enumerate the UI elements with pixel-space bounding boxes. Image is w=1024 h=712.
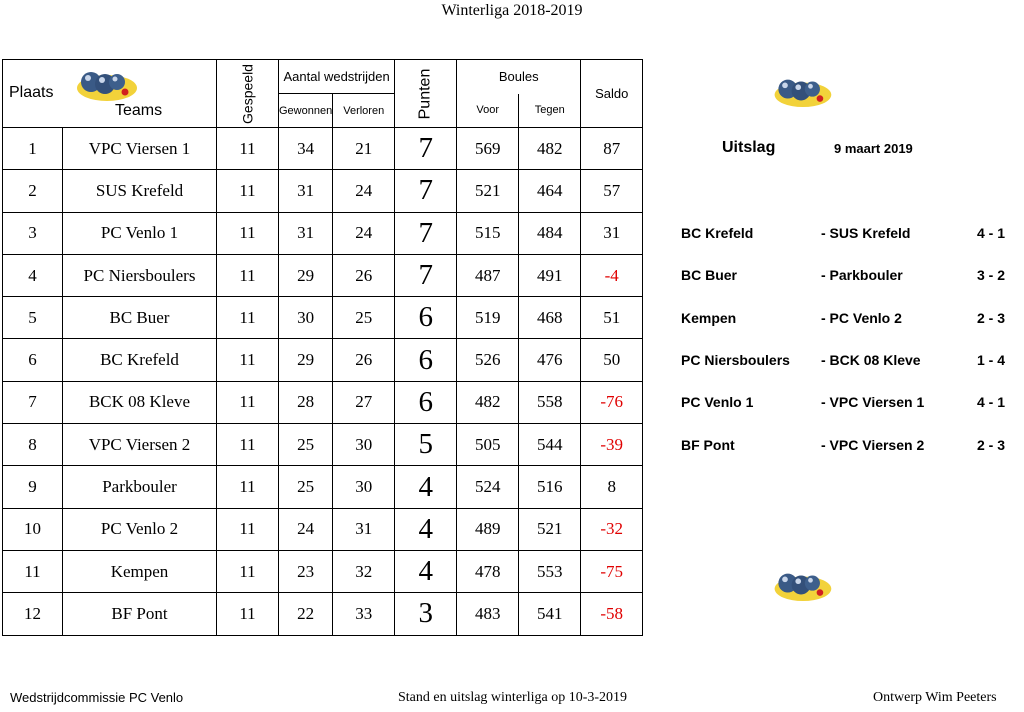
punten-cell: 4 — [395, 550, 457, 592]
footer-center: Stand en uitslag winterliga op 10-3-2019 — [398, 690, 628, 705]
away-team: - VPC Viersen 1 — [821, 394, 925, 410]
table-row — [3, 381, 643, 423]
punten-cell: 7 — [395, 212, 457, 254]
plaats-cell: 1 — [3, 128, 63, 170]
team-cell: SUS Krefeld — [63, 170, 217, 212]
team-cell: PC Venlo 2 — [63, 508, 217, 550]
team-cell: VPC Viersen 2 — [63, 424, 217, 466]
table-row — [3, 170, 643, 212]
plaats-cell: 8 — [3, 424, 63, 466]
punten-cell: 7 — [395, 128, 457, 170]
uitslag-label: Uitslag — [722, 139, 776, 156]
saldo-cell: -75 — [581, 550, 643, 592]
gewonnen-header: Gewonnen — [279, 94, 333, 128]
gespeeld-cell: 11 — [217, 593, 279, 635]
tegen-cell: 544 — [519, 424, 581, 466]
gespeeld-cell: 11 — [217, 550, 279, 592]
gewonnen-cell: 31 — [279, 212, 333, 254]
saldo-cell: 87 — [581, 128, 643, 170]
plaats-teams-header — [3, 60, 217, 128]
verloren-cell: 21 — [333, 128, 395, 170]
tegen-cell: 516 — [519, 466, 581, 508]
gespeeld-cell: 11 — [217, 170, 279, 212]
voor-cell: 489 — [457, 508, 519, 550]
tegen-cell: 491 — [519, 254, 581, 296]
team-cell: BF Pont — [63, 593, 217, 635]
home-team: PC Niersboulers — [681, 352, 790, 368]
table-row — [3, 254, 643, 296]
plaats-cell: 3 — [3, 212, 63, 254]
gewonnen-cell: 29 — [279, 254, 333, 296]
gespeeld-cell: 11 — [217, 424, 279, 466]
gespeeld-cell: 11 — [217, 381, 279, 423]
plaats-cell: 2 — [3, 170, 63, 212]
punten-cell: 7 — [395, 170, 457, 212]
voor-cell: 483 — [457, 593, 519, 635]
saldo-cell: -39 — [581, 424, 643, 466]
teams-header: Teams — [115, 102, 163, 119]
plaats-cell: 11 — [3, 550, 63, 592]
saldo-cell: -58 — [581, 593, 643, 635]
voor-header: Voor — [457, 94, 519, 128]
saldo-cell: -32 — [581, 508, 643, 550]
team-cell: PC Niersboulers — [63, 254, 217, 296]
home-team: BC Buer — [681, 267, 738, 283]
petanque-balls-icon — [75, 66, 137, 102]
saldo-cell: 50 — [581, 339, 643, 381]
verloren-cell: 33 — [333, 593, 395, 635]
team-cell: BC Krefeld — [63, 339, 217, 381]
saldo-cell: 57 — [581, 170, 643, 212]
table-row — [3, 593, 643, 635]
tegen-cell: 553 — [519, 550, 581, 592]
home-team: BF Pont — [681, 437, 735, 453]
away-team: - VPC Viersen 2 — [821, 437, 925, 453]
tegen-cell: 541 — [519, 593, 581, 635]
tegen-cell: 521 — [519, 508, 581, 550]
punten-cell: 3 — [395, 593, 457, 635]
verloren-cell: 32 — [333, 550, 395, 592]
match-score: 3 - 2 — [977, 267, 1006, 283]
gewonnen-cell: 24 — [279, 508, 333, 550]
page-title: Winterliga 2018-2019 — [441, 2, 583, 19]
plaats-cell: 12 — [3, 593, 63, 635]
voor-cell: 515 — [457, 212, 519, 254]
uitslag-date: 9 maart 2019 — [834, 141, 913, 156]
table-row — [3, 508, 643, 550]
aantal-header: Aantal wedstrijden — [279, 60, 395, 94]
verloren-cell: 24 — [333, 212, 395, 254]
gewonnen-cell: 29 — [279, 339, 333, 381]
table-row — [3, 466, 643, 508]
gewonnen-cell: 30 — [279, 297, 333, 339]
voor-cell: 519 — [457, 297, 519, 339]
saldo-header: Saldo — [581, 60, 643, 128]
plaats-cell: 10 — [3, 508, 63, 550]
team-cell: BCK 08 Kleve — [63, 381, 217, 423]
gespeeld-cell: 11 — [217, 508, 279, 550]
punten-header: Punten — [395, 60, 457, 128]
voor-cell: 526 — [457, 339, 519, 381]
petanque-balls-icon — [772, 568, 832, 602]
table-row — [3, 424, 643, 466]
punten-cell: 5 — [395, 424, 457, 466]
verloren-cell: 30 — [333, 466, 395, 508]
tegen-cell: 482 — [519, 128, 581, 170]
gewonnen-cell: 22 — [279, 593, 333, 635]
tegen-header: Tegen — [519, 94, 581, 128]
table-row — [3, 550, 643, 592]
gespeeld-cell: 11 — [217, 212, 279, 254]
voor-cell: 487 — [457, 254, 519, 296]
team-cell: Parkbouler — [63, 466, 217, 508]
table-row — [3, 212, 643, 254]
verloren-cell: 30 — [333, 424, 395, 466]
tegen-cell: 476 — [519, 339, 581, 381]
plaats-cell: 9 — [3, 466, 63, 508]
table-row — [3, 339, 643, 381]
table-row — [3, 297, 643, 339]
punten-cell: 6 — [395, 339, 457, 381]
match-score: 4 - 1 — [977, 394, 1006, 410]
punten-cell: 7 — [395, 254, 457, 296]
gewonnen-cell: 34 — [279, 128, 333, 170]
voor-cell: 521 — [457, 170, 519, 212]
tegen-cell: 464 — [519, 170, 581, 212]
voor-cell: 505 — [457, 424, 519, 466]
voor-cell: 524 — [457, 466, 519, 508]
plaats-cell: 4 — [3, 254, 63, 296]
away-team: - PC Venlo 2 — [821, 310, 902, 326]
punten-cell: 4 — [395, 508, 457, 550]
home-team: PC Venlo 1 — [681, 394, 754, 410]
saldo-cell: 8 — [581, 466, 643, 508]
plaats-header: Plaats — [9, 84, 54, 101]
voor-cell: 569 — [457, 128, 519, 170]
punten-cell: 6 — [395, 381, 457, 423]
petanque-balls-icon — [772, 74, 832, 108]
gespeeld-cell: 11 — [217, 297, 279, 339]
verloren-cell: 24 — [333, 170, 395, 212]
verloren-cell: 31 — [333, 508, 395, 550]
saldo-cell: 31 — [581, 212, 643, 254]
plaats-cell: 6 — [3, 339, 63, 381]
match-score: 4 - 1 — [977, 225, 1006, 241]
gewonnen-cell: 28 — [279, 381, 333, 423]
team-cell: Kempen — [63, 550, 217, 592]
verloren-cell: 26 — [333, 339, 395, 381]
gewonnen-cell: 25 — [279, 424, 333, 466]
saldo-cell: 51 — [581, 297, 643, 339]
plaats-cell: 5 — [3, 297, 63, 339]
footer-right: Ontwerp Wim Peeters — [873, 690, 997, 705]
match-score: 2 - 3 — [977, 310, 1006, 326]
home-team: BC Krefeld — [681, 225, 754, 241]
gespeeld-cell: 11 — [217, 254, 279, 296]
standings-table — [2, 59, 643, 636]
gespeeld-header: Gespeeld — [217, 60, 279, 128]
tegen-cell: 558 — [519, 381, 581, 423]
gewonnen-cell: 31 — [279, 170, 333, 212]
match-score: 1 - 4 — [977, 352, 1006, 368]
gewonnen-cell: 25 — [279, 466, 333, 508]
punten-cell: 4 — [395, 466, 457, 508]
tegen-cell: 484 — [519, 212, 581, 254]
gewonnen-cell: 23 — [279, 550, 333, 592]
gespeeld-cell: 11 — [217, 339, 279, 381]
voor-cell: 482 — [457, 381, 519, 423]
saldo-cell: -76 — [581, 381, 643, 423]
verloren-cell: 25 — [333, 297, 395, 339]
gespeeld-cell: 11 — [217, 466, 279, 508]
footer-left: Wedstrijdcommissie PC Venlo — [10, 690, 184, 705]
verloren-cell: 26 — [333, 254, 395, 296]
gespeeld-cell: 11 — [217, 128, 279, 170]
verloren-header: Verloren — [333, 94, 395, 128]
match-score: 2 - 3 — [977, 437, 1006, 453]
voor-cell: 478 — [457, 550, 519, 592]
team-cell: BC Buer — [63, 297, 217, 339]
team-cell: VPC Viersen 1 — [63, 128, 217, 170]
tegen-cell: 468 — [519, 297, 581, 339]
verloren-cell: 27 — [333, 381, 395, 423]
plaats-cell: 7 — [3, 381, 63, 423]
punten-cell: 6 — [395, 297, 457, 339]
home-team: Kempen — [681, 310, 737, 326]
table-row — [3, 128, 643, 170]
saldo-cell: -4 — [581, 254, 643, 296]
away-team: - BCK 08 Kleve — [821, 352, 921, 368]
team-cell: PC Venlo 1 — [63, 212, 217, 254]
away-team: - SUS Krefeld — [821, 225, 911, 241]
away-team: - Parkbouler — [821, 267, 903, 283]
boules-header: Boules — [457, 60, 581, 94]
